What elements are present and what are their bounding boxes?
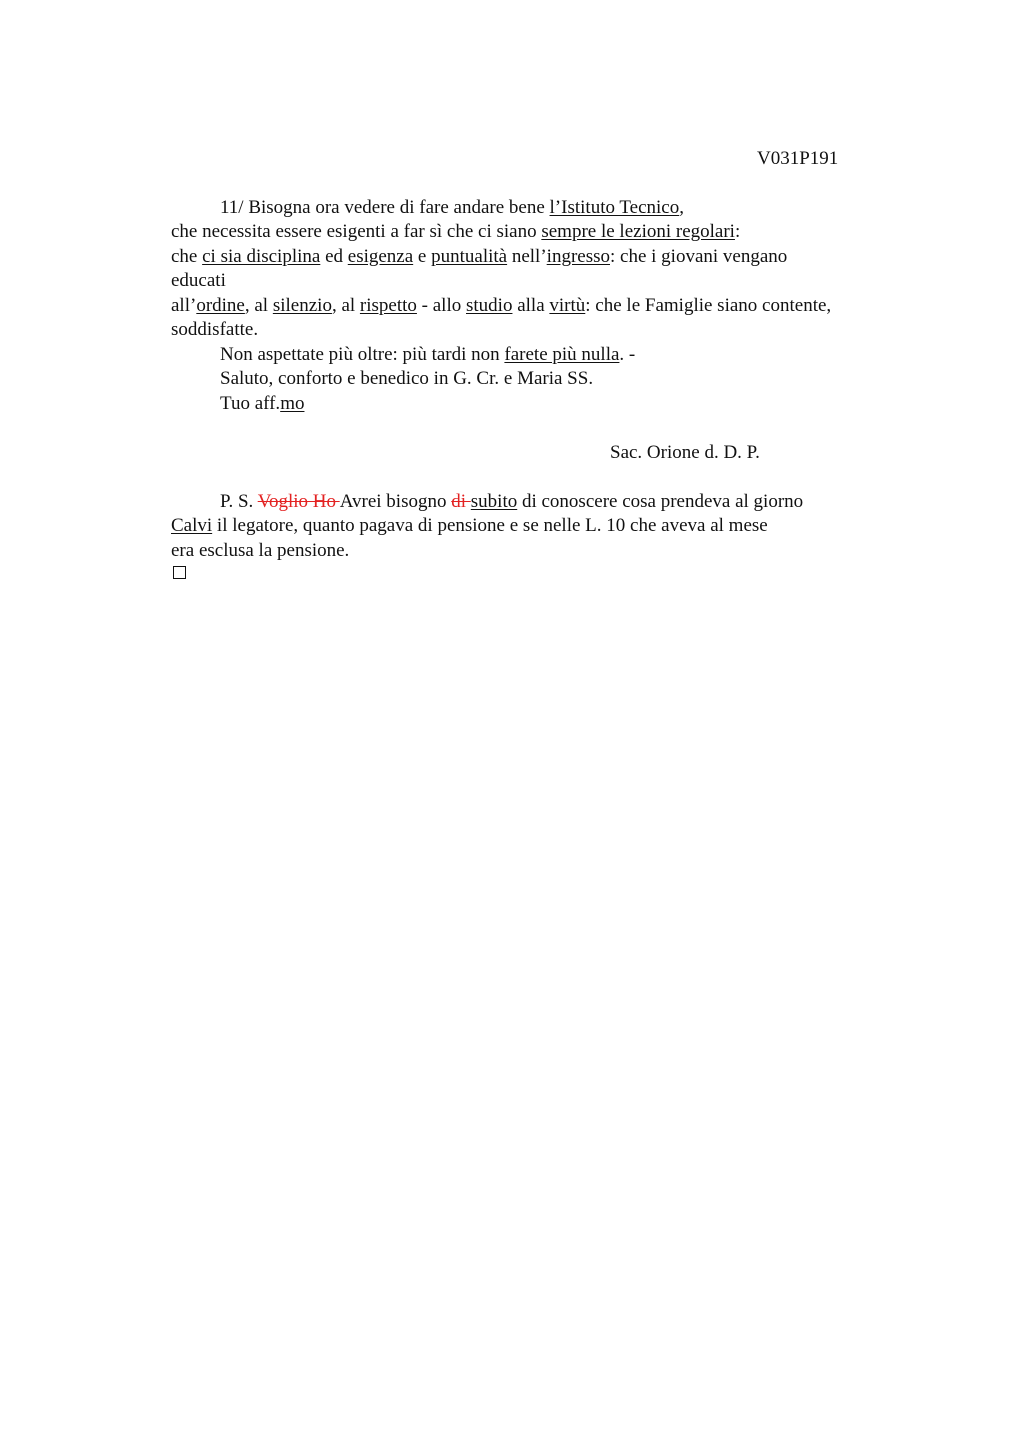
paragraph-1-line-6: soddisfatte. — [171, 319, 259, 340]
underlined-text: Calvi — [171, 515, 213, 536]
postscript-line-2: Calvi il legatore, quanto pagava di pensione e se nelle L. 10 che aveva al mese — [171, 515, 768, 536]
paragraph-1-line-4: educati — [171, 270, 226, 291]
underlined-text: rispetto — [359, 295, 417, 316]
underlined-text: puntualità — [431, 246, 508, 267]
underlined-text: farete più nulla — [504, 344, 620, 365]
underlined-text: ingresso — [546, 246, 610, 267]
paragraph-1-line-2: che necessita essere esigenti a far sì che ci siano sempre le lezioni regolari: — [171, 221, 741, 242]
underlined-text: studio — [466, 295, 513, 316]
underlined-text: esigenza — [347, 246, 414, 267]
underlined-text: ordine — [196, 295, 245, 316]
underlined-text: subito — [470, 491, 518, 512]
end-of-document-box-icon — [173, 566, 186, 579]
deleted-text: di — [451, 491, 471, 512]
postscript-line-3: era esclusa la pensione. — [171, 540, 350, 561]
deleted-text: Voglio Ho — [257, 491, 340, 512]
paragraph-1-line-1: 11/ Bisogna ora vedere di fare andare bene l’Istituto Tecnico, — [220, 197, 684, 218]
paragraph-1-line-3: che ci sia disciplina ed esigenza e puntualità nell’ingresso: che i giovani vengano — [171, 246, 788, 267]
signature: Sac. Orione d. D. P. — [610, 442, 760, 463]
underlined-text: mo — [280, 393, 305, 414]
page-code: V031P191 — [757, 148, 839, 169]
underlined-text: sempre le lezioni regolari — [541, 221, 735, 242]
paragraph-2-line-1: Non aspettate più oltre: più tardi non farete più nulla. - — [220, 344, 636, 365]
postscript-line-1: P. S. Voglio Ho Avrei bisogno di subito di conoscere cosa prendeva al giorno — [220, 491, 804, 512]
underlined-text: virtù — [549, 295, 586, 316]
underlined-text: silenzio — [272, 295, 332, 316]
paragraph-2-line-3: Tuo aff.mo — [220, 393, 305, 414]
paragraph-1-line-5: all’ordine, al silenzio, al rispetto - allo studio alla virtù: che le Famiglie siano contente, — [171, 295, 832, 316]
paragraph-2-line-2: Saluto, conforto e benedico in G. Cr. e Maria SS. — [220, 368, 594, 389]
underlined-text: ci sia disciplina — [202, 246, 321, 267]
underlined-text: l’Istituto Tecnico — [549, 197, 680, 218]
